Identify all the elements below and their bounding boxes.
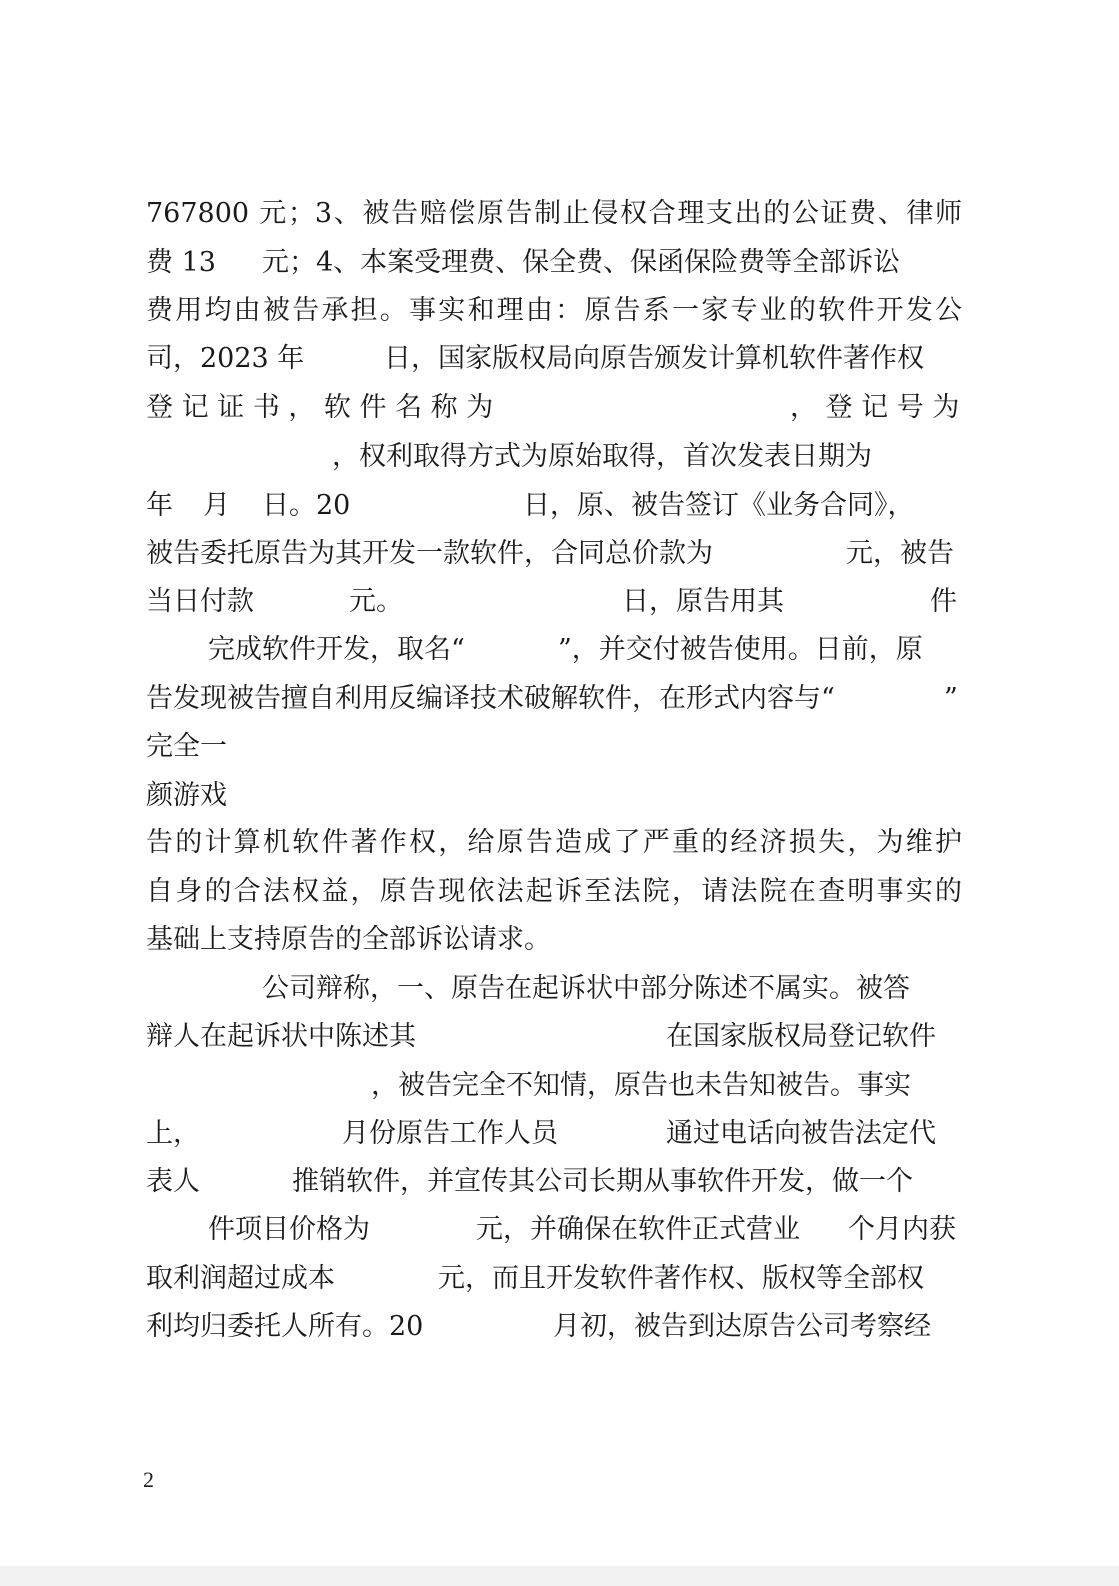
text-line-21b: 推销软件，并宣传其公司长期从事软件开发，做一个 xyxy=(292,1166,913,1197)
text-line-11b: ” xyxy=(944,683,958,714)
text-line-5b: ， 登 记 号 为 xyxy=(790,392,960,423)
text-line-9c: 日，原告用其 xyxy=(622,586,784,617)
text-line-21a: 表人 xyxy=(146,1166,200,1197)
text-line-7b: 月 xyxy=(203,490,230,521)
text-line-10a: 完成软件开发，取名“ xyxy=(208,634,465,665)
text-line-8a: 被告委托原告为其开发一款软件，合同总价款为 xyxy=(146,538,713,569)
text-line-7c: 日。20 xyxy=(262,490,351,521)
text-line-20a: 上， xyxy=(146,1118,200,1149)
text-line-2a: 费 13 xyxy=(146,247,216,278)
text-line-23b: 元，而且开发软件著作权、版权等全部权 xyxy=(438,1263,924,1294)
text-line-18a: 辩人在起诉状中陈述其 xyxy=(146,1021,416,1052)
text-line-12: 完全一 xyxy=(146,731,227,762)
text-line-22b: 元，并确保在软件正式营业 xyxy=(476,1214,800,1245)
text-line-9b: 元。 xyxy=(349,586,403,617)
text-line-4b: 日，国家版权局向原告颁发计算机软件著作权 xyxy=(384,343,924,374)
text-line-15: 自身的合法权益，原告现依法起诉至法院，请法院在查明事实的 xyxy=(146,876,962,907)
text-line-7d: 日，原、被告签订《业务合同》， xyxy=(523,490,915,521)
page-number: 2 xyxy=(143,1467,154,1492)
text-line-9a: 当日付款 xyxy=(146,586,254,617)
text-line-20c: 通过电话向被告法定代 xyxy=(666,1118,936,1149)
text-line-18b: 在国家版权局登记软件 xyxy=(666,1021,936,1052)
text-line-8b: 元，被告 xyxy=(846,538,954,569)
text-line-17: 公司辩称，一、原告在起诉状中部分陈述不属实。被答 xyxy=(262,973,910,1004)
text-line-22c: 个月内获 xyxy=(848,1214,956,1245)
text-line-13: 颜游戏 xyxy=(146,780,227,811)
text-line-2b: 元；4、本案受理费、保全费、保函保险费等全部诉讼 xyxy=(262,247,901,278)
text-line-23a: 取利润超过成本 xyxy=(146,1263,335,1294)
text-line-7a: 年 xyxy=(146,490,173,521)
text-line-20b: 月份原告工作人员 xyxy=(342,1118,558,1149)
text-line-10b: ”，并交付被告使用。日前，原 xyxy=(558,634,923,665)
text-line-14: 告的计算机软件著作权，给原告造成了严重的经济损失，为维护 xyxy=(146,827,962,858)
text-line-19: ，被告完全不知情，原告也未告知被告。事实 xyxy=(371,1070,911,1101)
text-line-16: 基础上支持原告的全部诉讼请求。 xyxy=(146,924,551,955)
text-line-9d: 件 xyxy=(930,586,957,617)
text-line-1: 767800 元；3、被告赔偿原告制止侵权合理支出的公证费、律师 xyxy=(146,198,962,229)
text-line-24b: 月初，被告到达原告公司考察经 xyxy=(553,1311,931,1342)
text-line-11a: 告发现被告擅自利用反编译技术破解软件，在形式内容与“ xyxy=(146,683,835,714)
text-line-22a: 件项目价格为 xyxy=(208,1214,370,1245)
text-line-3: 费用均由被告承担。事实和理由：原告系一家专业的软件开发公 xyxy=(146,295,962,326)
page-bottom-edge xyxy=(0,1566,1119,1586)
text-line-4a: 司，2023 年 xyxy=(146,343,305,374)
text-line-24a: 利均归委托人所有。20 xyxy=(146,1311,424,1342)
text-line-5a: 登 记 证 书 ， 软 件 名 称 为 xyxy=(146,392,494,423)
text-line-6: ，权利取得方式为原始取得，首次发表日期为 xyxy=(332,441,872,472)
